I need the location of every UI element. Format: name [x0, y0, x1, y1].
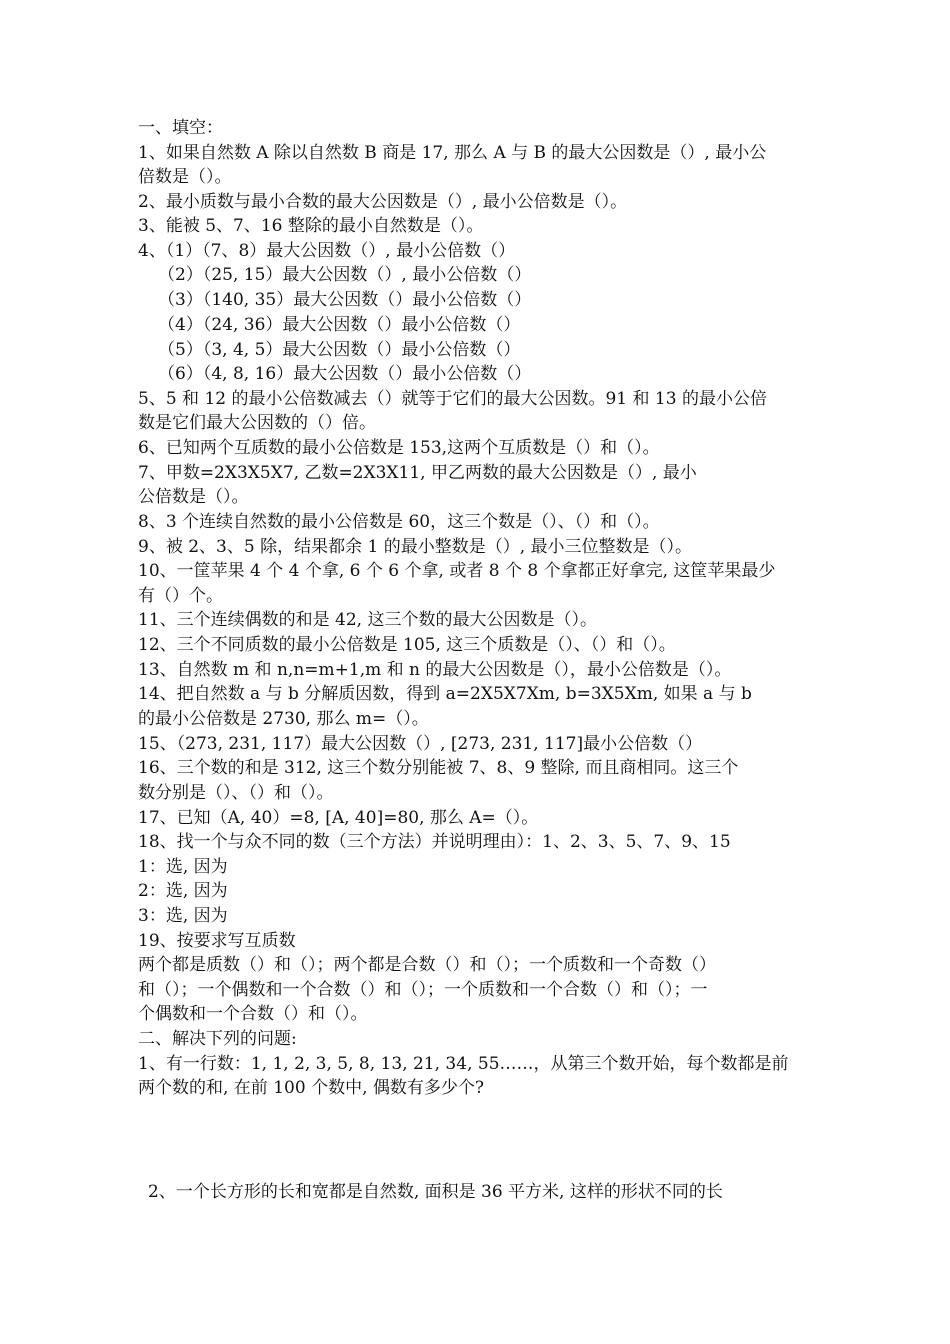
question-line: 的最小公倍数是 2730, 那么 m=（）。: [138, 709, 429, 729]
question-line: 7、甲数=2X3X5X7, 乙数=2X3X11, 甲乙两数的最大公因数是（）, 最小: [138, 463, 697, 483]
question-line: 1、如果自然数 A 除以自然数 B 商是 17, 那么 A 与 B 的最大公因数是（）, 最小公: [138, 143, 767, 163]
question-line: 8、3 个连续自然数的最小公倍数是 60，这三个数是（）、（）和（）。: [138, 512, 660, 532]
question-line: 2：选, 因为: [138, 881, 228, 901]
question-line: 个偶数和一个合数（）和（）。: [138, 1004, 368, 1024]
question-line: 数是它们最大公因数的（）倍。: [138, 413, 376, 433]
question-line: 6、已知两个互质数的最小公倍数是 153,这两个互质数是（）和（）。: [138, 438, 660, 458]
question-line: （5）（3, 4, 5）最大公因数（）最小公倍数（）: [158, 340, 521, 360]
question-line: 12、三个不同质数的最小公倍数是 105, 这三个质数是（）、（）和（）。: [138, 635, 676, 655]
question-line: 公倍数是（）。: [138, 487, 249, 507]
question-line: （6）（4, 8, 16）最大公因数（）最小公倍数（）: [158, 364, 532, 384]
question-line: 15、（273, 231, 117）最大公因数（）, [273, 231, 117]最小公倍数（）: [138, 734, 703, 754]
question-line: 16、三个数的和是 312, 这三个数分别能被 7、8、9 整除, 而且商相同。这三个: [138, 758, 739, 778]
question-line: 数分别是（）、（）和（）。: [138, 783, 334, 803]
question-line: 倍数是（）。: [138, 167, 232, 187]
question-line: 18、找一个与众不同的数（三个方法）并说明理由）：1、2、3、5、7、9、15: [138, 832, 731, 852]
question-line: 2、最小质数与最小合数的最大公因数是（）, 最小公倍数是（）。: [138, 192, 628, 212]
question-line: 9、被 2、3、5 除，结果都余 1 的最小整数是（）, 最小三位整数是（）。: [138, 537, 693, 557]
question-line: （2）（25, 15）最大公因数（）, 最小公倍数（）: [158, 265, 532, 285]
question-line: 两个都是质数（）和（）；两个都是合数（）和（）；一个质数和一个奇数（）: [138, 955, 716, 975]
section-title-fill-in: 一、填空：: [138, 118, 223, 138]
question-line: 13、自然数 m 和 n,n=m+1,m 和 n 的最大公因数是（），最小公倍数是（）。: [138, 660, 732, 680]
question-line: 5、5 和 12 的最小公倍数减去（）就等于它们的最大公因数。91 和 13 的最小公倍: [138, 389, 767, 409]
section-title-problems: 二、解决下列的问题:: [138, 1029, 297, 1049]
question-line: 11、三个连续偶数的和是 42, 这三个数的最大公因数是（）。: [138, 610, 597, 630]
question-line: 4、（1）（7、8）最大公因数（）, 最小公倍数（）: [138, 241, 516, 261]
question-line: 17、已知（A, 40）=8, [A, 40]=80, 那么 A=（）。: [138, 808, 539, 828]
question-line: 两个数的和, 在前 100 个数中, 偶数有多少个?: [138, 1078, 484, 1098]
question-line: 有（）个。: [138, 586, 223, 606]
question-line: 3、能被 5、7、16 整除的最小自然数是（）。: [138, 216, 484, 236]
question-line: 1：选, 因为: [138, 857, 228, 877]
question-line: 2、一个长方形的长和宽都是自然数, 面积是 36 平方米, 这样的形状不同的长: [148, 1182, 723, 1202]
question-line: 10、一筐苹果 4 个 4 个拿, 6 个 6 个拿, 或者 8 个 8 个拿都正好拿完, 这筐苹果最少: [138, 561, 776, 581]
question-line: 1、有一行数：1, 1, 2, 3, 5, 8, 13, 21, 34, 55……，从第三个数开始，每个数都是前: [138, 1054, 789, 1074]
question-line: 14、把自然数 a 与 b 分解质因数，得到 a=2X5X7Xm, b=3X5Xm, 如果 a 与 b: [138, 684, 752, 704]
question-line: 19、按要求写互质数: [138, 931, 296, 951]
question-line: 和（）；一个偶数和一个合数（）和（）；一个质数和一个合数（）和（）；一: [138, 980, 708, 1000]
question-line: （3）（140, 35）最大公因数（）最小公倍数（）: [158, 290, 532, 310]
question-line: 3：选, 因为: [138, 906, 228, 926]
question-line: （4）（24, 36）最大公因数（）最小公倍数（）: [158, 315, 521, 335]
